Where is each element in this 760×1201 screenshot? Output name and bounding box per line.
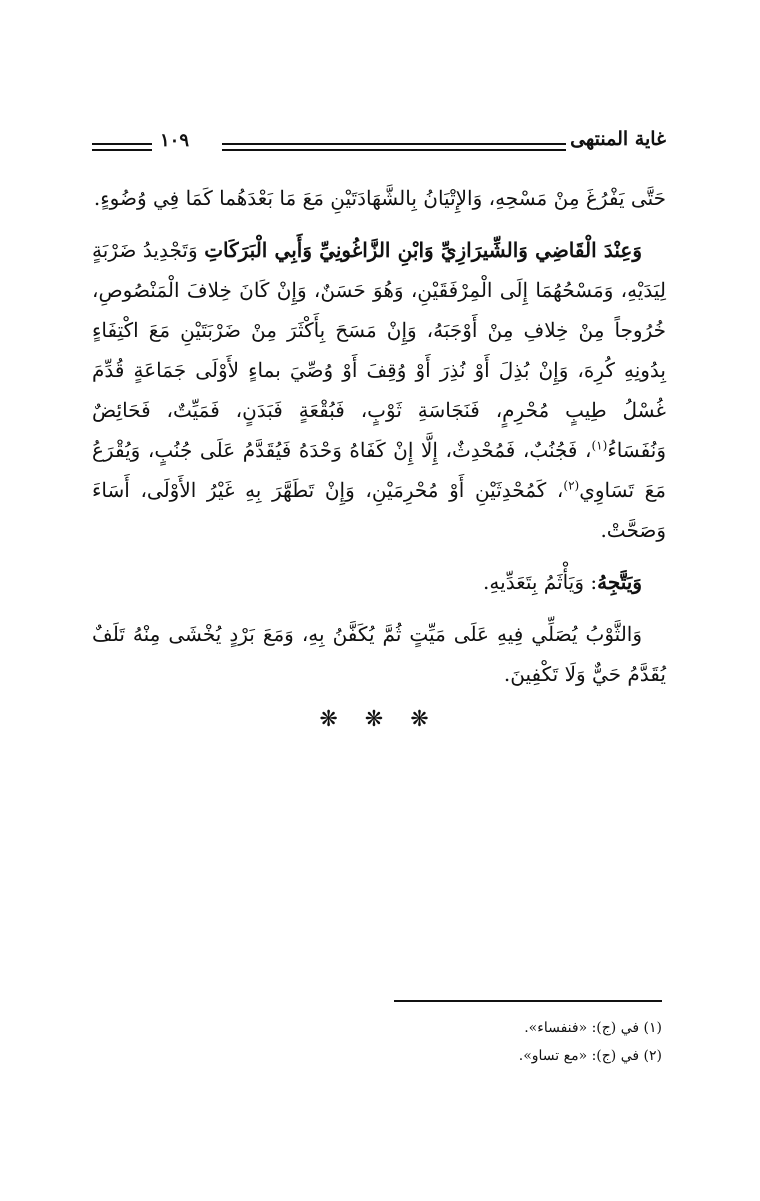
page-number: ١٠٩: [160, 130, 190, 151]
header-rule-left-top: [92, 143, 152, 145]
header-rule-bottom: [222, 149, 566, 151]
main-text: [92, 178, 666, 740]
footnote-ref-2[interactable]: (٢): [563, 478, 580, 493]
section-divider-stars: ❋ ❋ ❋: [319, 707, 439, 732]
footnote-ref-1[interactable]: (١): [591, 438, 608, 453]
yattajih-keyword: وَيَتَّجِهُ: [597, 570, 642, 594]
book-title: غاية المنتهى: [570, 128, 666, 150]
paragraph-2-text-b: ، فَجُنُبٌ، فَمُحْدِثٌ، إِلَّا إِنْ كَفَاهُ وَحْدَهُ فَيُقَدَّمُ عَلَى جُنُبٍ، وَيُقْرَعُ مَعَ تَسَاوِي: [92, 438, 667, 502]
paragraph-2-text-a: وَتَجْدِيدُ ضَرْبَةٍ لِيَدَيْهِ، وَمَسْحُهُمَا إِلَى الْمِرْفَقَيْنِ، وَهُوَ حَسَنٌ، وَإِنْ كَانَ خِلافَ الْمَنْصُوصِ، خُرُوجاً مِنْ خِلافِ مِنْ أَوْجَبَهُ، وَإِنْ مَسَحَ بِأَكْثَرَ مِنْ ضَرْبَتَيْنِ مَعَ اكْتِفَاءٍ بِدُونِهِ كُرِهَ، وَإِنْ بُذِلَ أَوْ نُذِرَ أَوْ وُقِفَ أَوْ وُصِّيَ بماءٍ لأَوْلَى جَمَاعَةٍ قُدِّمَ غُسْلُ طِيبٍ مُحْرِمٍ، فَنَجَاسَةِ ثَوْبٍ، فَبُقْعَةٍ فَبَدَنٍ، فَمَيِّتٌ، فَحَائِضٌ وَنُفَسَاءُ: [92, 238, 666, 462]
paragraph-3-text: : وَيَأْثَمُ بِتَعَدِّيهِ.: [483, 570, 598, 594]
footnote-1: (١) في (ج): «فنفساء».: [524, 1020, 662, 1036]
header-rule-left-bottom: [92, 149, 152, 151]
header-rule-top: [222, 143, 566, 145]
running-header: [92, 128, 666, 168]
paragraph-3: [92, 562, 666, 602]
footnotes: [202, 1014, 662, 1070]
paragraph-1: حَتَّى يَفْرُغَ مِنْ مَسْحِهِ، وَالإِتْيَانُ بِالشَّهَادَتَيْنِ مَعَ مَا بَعْدَهُما كَمَا فِي وُضُوءٍ.: [93, 186, 666, 210]
paragraph-4: وَالثَّوْبُ يُصَلِّي فِيهِ عَلَى مَيِّتٍ ثُمَّ يُكَفَّنُ بِهِ، وَمَعَ بَرْدٍ يُخْشَى مِنْهُ تَلَفٌ يُقَدَّمُ حَيٌّ وَلَا تَكْفِينَ.: [92, 622, 666, 686]
paragraph-2: [92, 230, 666, 550]
paragraph-2-text-c: ، كَمُحْدِثَيْنِ أَوْ مُحْرِمَيْنِ، وَإِنْ تَطَهَّرَ بِهِ غَيْرُ الأَوْلَى، أَسَاءَ وَصَحَّتْ.: [92, 478, 666, 542]
footnote-2: (٢) في (ج): «مع تساو».: [518, 1048, 662, 1064]
footnote-rule: [394, 1000, 662, 1002]
scholars-names: وَعِنْدَ الْقَاضِي وَالشِّيرَازِيِّ وَابْنِ الزَّاغُونِيِّ وَأَبِي الْبَرَكَاتِ: [204, 238, 642, 262]
